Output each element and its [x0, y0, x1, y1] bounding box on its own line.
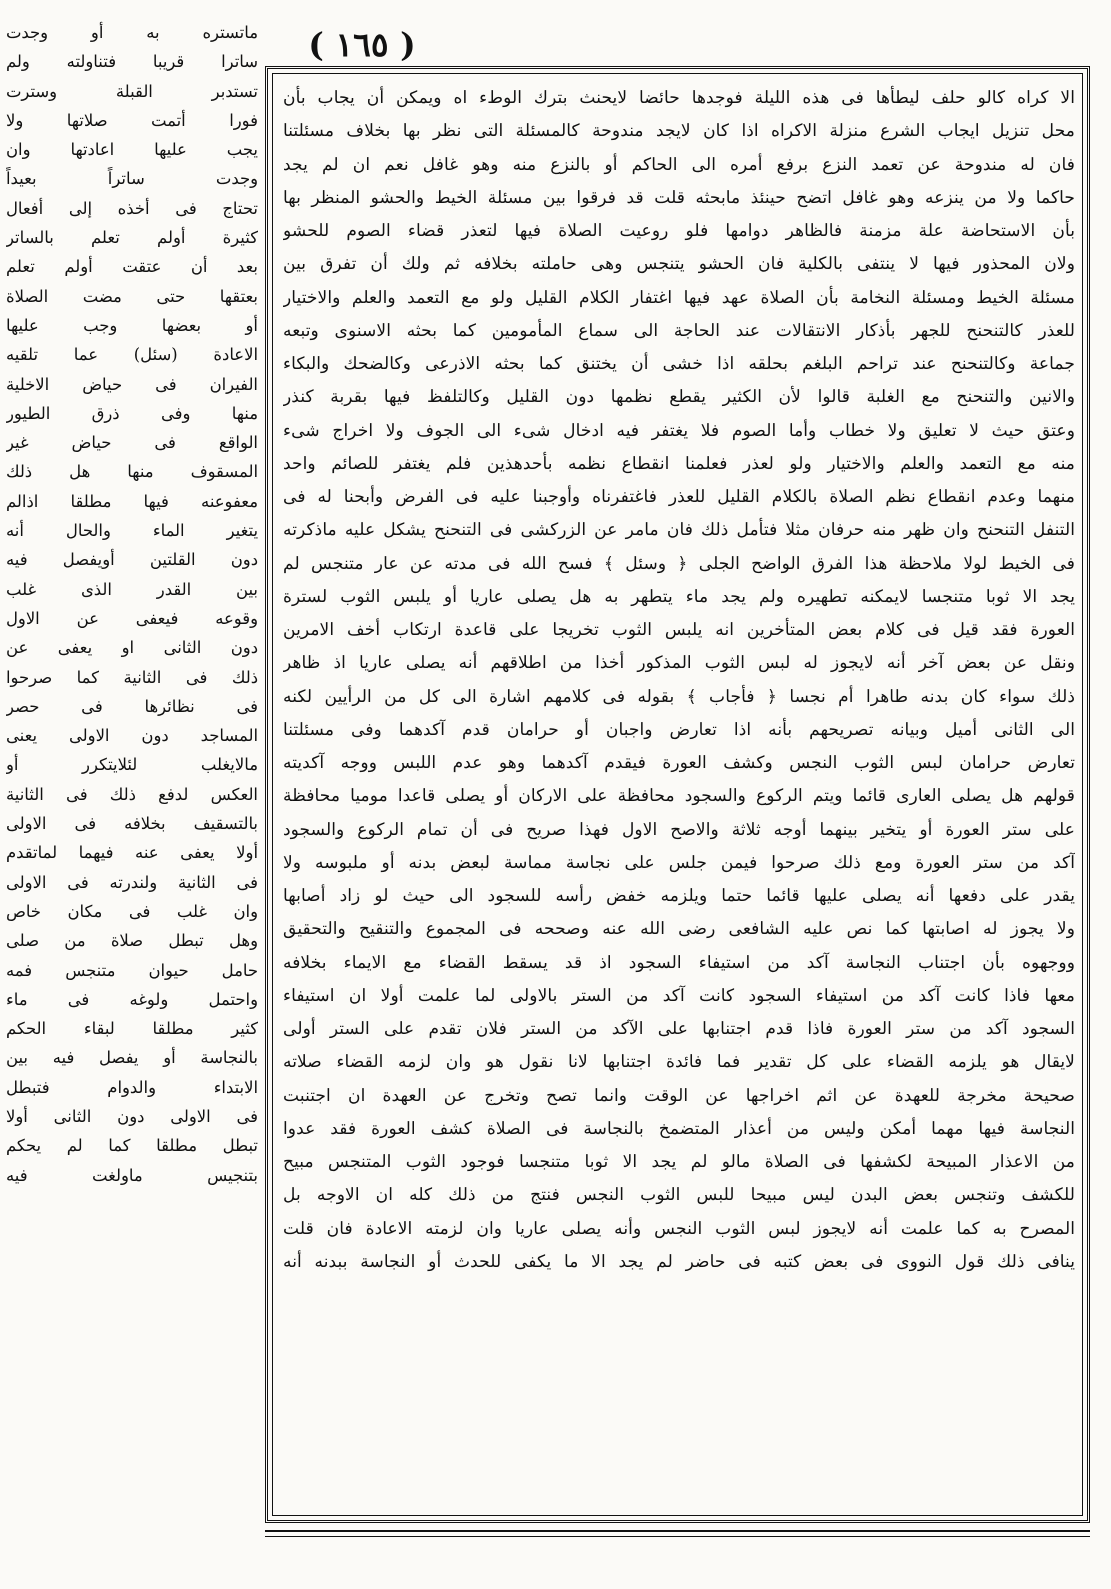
main-text-line: النجاسة فيها مهما أمكن وليس من أعذار المتضمخ بالنجاسة فى الصلاة كشف العورة فقد عدوا	[283, 1118, 1075, 1139]
page-number: ( ١٦٥ )	[308, 25, 416, 64]
main-text-line: العورة فقد قيل فى كلام بعض المتأخرين انه يلبس الثوب تخريجا على قاعدة ارتكاب أخف الامرين	[283, 620, 1075, 640]
main-text-line: ووجهوه بأن اجتناب النجاسة آكد من استيفاء السجود اذ قد يسقط القضاء مع الايماء بخلافه	[283, 952, 1075, 973]
main-text-line: فان له مندوحة عن تعمد النزع برفع أمره الى الحاكم أو بالنزع منه وهو غافل نعم ان لم يجد	[283, 154, 1075, 175]
main-text-line: فى الخيط لولا ملاحظة هذا الفرق الواضح الجلى ﴿ وسئل ﴾ فسح الله فى مدته عن عار متنجس لم	[283, 553, 1075, 574]
margin-text-line: كثيرة أولم تعلم بالساتر	[6, 228, 258, 248]
main-text-line: محل تنزيل ايجاب الشرع منزلة الاكراه اذا كان لايجد مندوحة كالمسئلة التى نظر بها بخلاف مسئلتنا	[283, 121, 1075, 142]
margin-text-line: يتغير الماء والحال أنه	[6, 521, 258, 541]
main-text-line: حاكما ولا من ينزعه وهو غافل اتضح حينئذ مابحثه قلت قد فرقوا بين مسئلة الخيط والحشو المنظر بها	[283, 187, 1075, 208]
margin-text-line: كثير مطلقا لبقاء الحكم	[6, 1019, 258, 1039]
main-text-line: والانين والتنحنح مع الغلبة قالوا لأن الكثير يقطع نظمها دون القليل وكالتلفظ فيها بقربة كنذر	[283, 387, 1075, 408]
margin-text-line: مالايغلب لئلايتكرر أو	[6, 755, 258, 775]
main-text-line: ولا يجوز له اصابتها كما نص عليه الشافعى رضى الله عنه وصححه فى المجموع والتنقيح والتحقيق	[283, 919, 1075, 940]
main-text-line: من الاعذار المبيحة لكشفها فى الصلاة مالو لم يجد الا ثوبا متنجسا فوجود الثوب المتنجس مبيح	[283, 1152, 1075, 1172]
margin-text-line: تستدبر القبلة وسترت	[6, 81, 258, 101]
margin-text-line: الاعادة (سئل) عما تلقيه	[6, 345, 258, 365]
main-text-line: مسئلة الخيط ومسئلة النخامة بأن الصلاة عهد فيها اغتفار الكلام القليل ولو مع التعمد والعلم والاختيار	[283, 287, 1075, 308]
margin-text-line: دون الثانى او يعفى عن	[6, 638, 258, 658]
main-text-line: المصرح به كما علمت أنه لايجوز لبس الثوب النجس وأنه يصلى عاريا وان لزمته الاعادة فان قلت	[283, 1218, 1075, 1239]
main-text-line: ينافى ذلك قول النووى فى بعض كتبه فى حاضر لم يجد الا ما يكفى للحدث أو النجاسة ببدنه أنه	[283, 1251, 1075, 1272]
main-text-line: على ستر العورة أو يتخير بينهما أوجه ثلاثة والاصح الاول فهذا صريح فى أن تمام الركوع والسجود	[283, 819, 1075, 840]
margin-text-line: وقوعه فيعفى عن الاول	[6, 608, 258, 628]
main-text-line: يقدر على دفعها أنه يصلى عليها قائما حتما ويلزمه خفض رأسه للسجود الى حيث لو زاد أصابها	[283, 886, 1075, 906]
margin-text-line: أو بعضها وجب عليها	[6, 315, 258, 335]
margin-text-line: وان غلب فى مكان خاص	[6, 901, 258, 921]
main-text-line: معها فاذا كانت آكد من استيفاء السجود كانت آكد من الستر بالاولى لما علمت أولا ان استيفاء	[283, 985, 1075, 1006]
main-text-line: آكد من ستر العورة ومع ذلك صرحوا فيمن جلس على نجاسة مماسة لبعض بدنه أو ملبوسه ولا	[283, 852, 1075, 873]
margin-text-line: بعتقها حتى مضت الصلاة	[6, 286, 258, 306]
margin-text-line: بين القدر الذى غلب	[6, 579, 258, 599]
main-text-line: منهما وعدم انقطاع نظم الصلاة بالكلام القليل للعذر فاغتفرناه وأوجبنا عليه فى الفرض وأبحنا له فى	[283, 487, 1075, 507]
margin-text-line: بالتسقيف بخلافه فى الاولى	[6, 814, 258, 834]
margin-text-line: ذلك فى الثانية كما صرحوا	[6, 667, 258, 687]
main-text-line: وعتق حيث لا تعليق ولا خطاب وأما الصوم فلا يغتفر فيه ادخال شىء الى الجوف ولا اخراج شىء	[283, 420, 1075, 441]
main-text-line: للكشف وتنجس بعض البدن ليس مبيحا للبس الثوب النجس فنتج من ذلك كله ان الاوجه بل	[283, 1185, 1075, 1206]
margin-text-line: دون القلتين أويفصل فيه	[6, 550, 258, 570]
margin-text-line: الواقع فى حياض غير	[6, 433, 258, 453]
margin-text-line: وهل تبطل صلاة من صلى	[6, 931, 258, 951]
margin-text-line: فى الثانية ولندرته فى الاولى	[6, 872, 258, 892]
main-text-line: السجود آكد من ستر العورة فاذا قدم اجتنابها على الآكد من الستر فلان تقدم على الستر أولى	[283, 1019, 1075, 1039]
main-text-line: بأن الاستحاضة علة مزمنة فالظاهر دوامها فلو روعيت الصلاة فيها لتعذر قضاء الصوم للحشو	[283, 221, 1075, 241]
margin-text-line: تحتاج فى أخذه إلى أفعال	[6, 198, 258, 218]
margin-text-line: حامل حيوان متنجس فمه	[6, 960, 258, 980]
margin-text-line: منها وفى ذرق الطيور	[6, 403, 258, 423]
margin-text-line: العكس لدفع ذلك فى الثانية	[6, 784, 258, 804]
margin-text-line: الابتداء والدوام فتبطل	[6, 1077, 258, 1097]
main-text-line: الى الثانى أميل وبيانه تصريحهم بأنه اذا تعارض واجبان أو حرامان قدم آكدهما وفى مسئلتنا	[283, 719, 1075, 740]
margin-commentary	[6, 18, 258, 1513]
main-text-line: ذلك سواء كان بدنه طاهرا أم نجسا ﴿ فأجاب ﴾ بقوله فى كلامهم اشارة الى كل من الرأيين لكنه	[283, 686, 1075, 707]
margin-text-line: ماتستره به أو وجدت	[6, 23, 258, 42]
margin-text-line: المساجد دون الاولى يعنى	[6, 726, 258, 746]
main-text-line: لايقال هو يلزمه القضاء على كل تقدير فما فائدة اجتنابها لانا نقول هو وان لزمه القضاء صلاته	[283, 1052, 1075, 1073]
margin-text-line: ساترا قريبا فتناولته ولم	[6, 52, 258, 72]
margin-text-line: بعد أن عتقت أولم تعلم	[6, 257, 258, 277]
main-text-line: ولان المحذور فيها لا ينتفى بالكلية فان الحشو يتنجس وهى حاملته بخلافه ثم ولك أن تفرق بين	[283, 254, 1075, 275]
bottom-rule-thin	[265, 1536, 1090, 1537]
margin-text-line: أولا يعفى عنه فيهما لماتقدم	[6, 843, 258, 863]
main-text-block	[283, 82, 1075, 1512]
main-text-line: منه مع التعمد والعلم والاختيار ولو لعذر فعلمنا انقطاع نظمه بأحدهذين فلم يغتفر للصائم واحد	[283, 453, 1075, 474]
main-text-line: جماعة وكالتنحنح عند تراحم البلغم بحلقه اذا خشى أن يختنق كما بحثه الاذرعى وكالضحك والبكاء	[283, 354, 1075, 374]
margin-text-line: معفوعنه فيها مطلقا اذالم	[6, 491, 258, 511]
margin-text-line: بتنجيس ماولغت فيه	[6, 1165, 258, 1185]
main-text-line: للعذر كالتنحنح للجهر بأذكار الانتقالات عند الحاجة الى سماع المأمومين كما بحثه الاسنوى وتبعه	[283, 320, 1075, 341]
margin-text-line: واحتمل ولوغه فى ماء	[6, 989, 258, 1009]
margin-text-line: فورا أتمت صلاتها ولا	[6, 110, 258, 130]
main-text-line: ونقل عن بعض آخر أنه لايجوز له لبس الثوب المذكور أخذا من اطلاقهم أنه يصلى عاريا اذ ظاهر	[283, 653, 1075, 674]
bottom-rule	[265, 1530, 1090, 1532]
margin-text-line: فى نظائرها فى حصر	[6, 696, 258, 716]
margin-text-line: فى الاولى دون الثانى أولا	[6, 1106, 258, 1126]
main-text-line: تعارض حرامان لبس الثوب النجس وكشف العورة فيقدم آكدهما وهو عدم اللبس ووجه آكديته	[283, 753, 1075, 773]
margin-text-line: وجدت ساتراً بعيداً	[6, 169, 258, 189]
margin-text-line: الفيران فى حياض الاخلية	[6, 374, 258, 394]
margin-text-line: تبطل مطلقا كما لم يحكم	[6, 1136, 258, 1156]
margin-text-line: المسقوف منها هل ذلك	[6, 462, 258, 482]
margin-text-line: يجب عليها اعادتها وان	[6, 140, 258, 160]
main-text-line: يجد الا ثوبا متنجسا لايمكنه تطهيره ولم يجد ماء يتطهر به هل يصلى عاريا أو يلبس الثوب لسترة	[283, 586, 1075, 607]
main-text-line: صحيحة مخرجة للعهدة عن اثم اخراجها عن الوقت وانما تصح وتخرج عن العهدة ان اجتنبت	[283, 1085, 1075, 1106]
main-text-line: التنفل التنحنح وان ظهر منه حرفان مثلا فتأمل ذلك فان مامر عن الزركشى فى التنحنح يشكل عليه ماذكرته	[283, 520, 1075, 541]
main-text-line: الا كراه كالو حلف ليطأها فى هذه الليلة فوجدها حائضا لايحنث بترك الوطء اه ويمكن أن يجاب بأن	[283, 88, 1075, 108]
main-text-line: قولهم هل يصلى العارى قائما ويتم الركوع والسجود محافظة على الاركان أو يصلى قاعدا موميا محافظة	[283, 786, 1075, 807]
margin-text-line: بالنجاسة أو يفصل فيه بين	[6, 1048, 258, 1068]
